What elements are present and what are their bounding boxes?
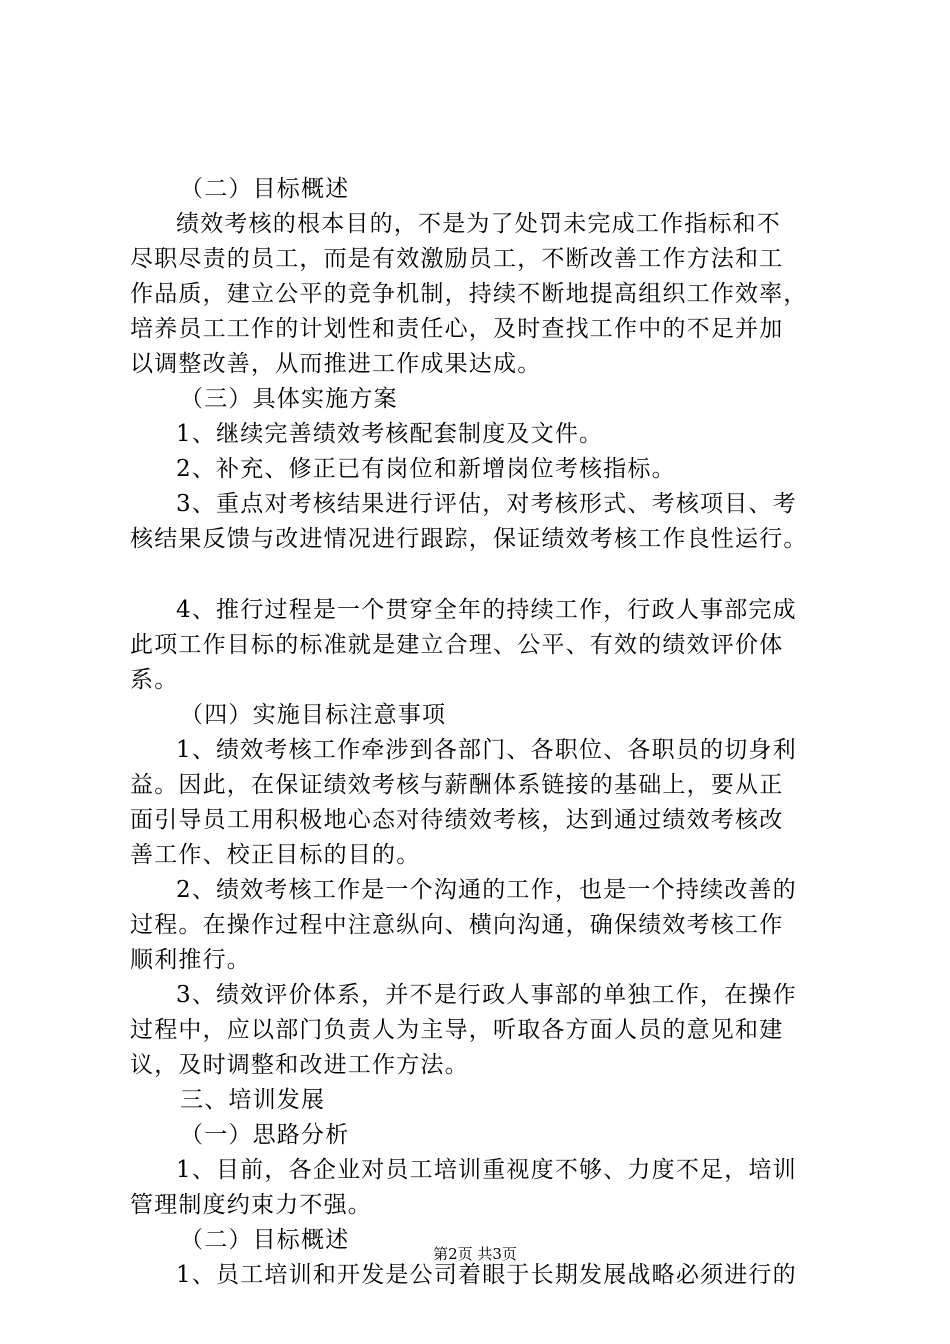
list-item: 1、员工培训和开发是公司着眼于长期发展战略必须进行的 (176, 1262, 797, 1288)
paragraph-line: 过程。在操作过程中注意纵向、横向沟通，确保绩效考核工作 (130, 912, 784, 938)
document-body (130, 172, 830, 1293)
list-item: 3、重点对考核结果进行评估，对考核形式、考核项目、考 (176, 491, 797, 517)
list-item: 1、目前，各企业对员工培训重视度不够、力度不足，培训 (176, 1157, 797, 1183)
paragraph-line: 绩效考核的根本目的，不是为了处罚未完成工作指标和不 (176, 211, 781, 237)
blank-line (130, 557, 830, 593)
list-item: 2、补充、修正已有岗位和新增岗位考核指标。 (176, 456, 676, 482)
paragraph-line: 顺利推行。 (130, 947, 251, 973)
paragraph-line: 过程中，应以部门负责人为主导，听取各方面人员的意见和建 (130, 1017, 784, 1043)
section-heading: （一）思路分析 (180, 1122, 350, 1148)
paragraph-line: 面引导员工用积极地心态对待绩效考核，达到通过绩效考核改 (130, 807, 784, 833)
list-item: 1、绩效考核工作牵涉到各部门、各职位、各职员的切身利 (176, 737, 797, 763)
list-item: 2、绩效考核工作是一个沟通的工作，也是一个持续改善的 (176, 877, 797, 903)
page-number-footer: 第2页 共3页 (433, 1245, 517, 1263)
list-item: 4、推行过程是一个贯穿全年的持续工作，行政人事部完成 (176, 597, 797, 623)
paragraph-line: 培养员工工作的计划性和责任心，及时查找工作中的不足并加 (130, 316, 784, 342)
paragraph-line: 善工作、校正目标的目的。 (130, 842, 421, 868)
paragraph-line: 系。 (130, 667, 179, 693)
chapter-heading: 三、培训发展 (180, 1087, 326, 1113)
list-item: 3、绩效评价体系，并不是行政人事部的单独工作，在操作 (176, 982, 797, 1008)
list-item: 1、继续完善绩效考核配套制度及文件。 (176, 421, 604, 447)
paragraph-line: 议，及时调整和改进工作方法。 (130, 1052, 469, 1078)
paragraph-line: 作品质，建立公平的竞争机制，持续不断地提高组织工作效率， (130, 281, 808, 307)
paragraph-line: 核结果反馈与改进情况进行跟踪，保证绩效考核工作良性运行。 (130, 526, 808, 552)
paragraph-line: 以调整改善，从而推进工作成果达成。 (130, 351, 542, 377)
paragraph-line: 管理制度约束力不强。 (130, 1192, 372, 1218)
paragraph-line: 益。因此，在保证绩效考核与薪酬体系链接的基础上，要从正 (130, 772, 784, 798)
section-heading: （三）具体实施方案 (180, 386, 398, 412)
section-heading: （二）目标概述 (180, 1227, 350, 1253)
paragraph-line: 此项工作目标的标准就是建立合理、公平、有效的绩效评价体 (130, 632, 784, 658)
section-heading: （二）目标概述 (180, 176, 350, 202)
section-heading: （四）实施目标注意事项 (180, 702, 447, 728)
paragraph-line: 尽职尽责的员工，而是有效激励员工，不断改善工作方法和工 (130, 246, 784, 272)
